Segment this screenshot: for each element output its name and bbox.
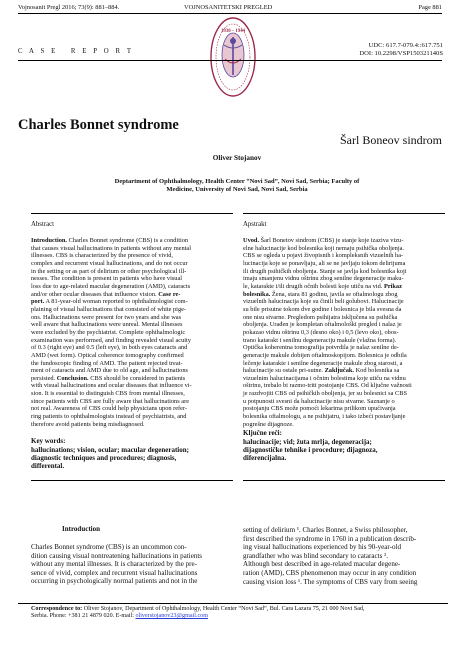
- keyword-line: diagnostic techniques and procedures; diagnosis,: [31, 454, 177, 463]
- apstrakt-line: vizuelnih halucinacija koje su činili beli golubovi. Halucinacije: [243, 298, 404, 306]
- apstrakt-bottom-rule: [243, 480, 445, 481]
- abstract-rule: [31, 213, 233, 214]
- author-name: Oliver Stojanov: [212, 154, 262, 162]
- abstract-line: illnesses. CBS is characterized by the presence of vivid,: [31, 252, 173, 260]
- apstrakt-line: lečenje katarakte i senilne degeneracije makule zbog starosti, a: [243, 359, 403, 367]
- affiliation-line: Deptartment of Ophthalmology, Health Center “Novi Sad”, Novi Sad, Serbia; Faculty of: [114, 178, 360, 185]
- article-title-serbian: Šarl Bonеov sindrom: [340, 133, 442, 147]
- correspondence: [31, 606, 451, 621]
- abstract-line: plaining of visual hallucinations that consisted of white pige-: [31, 305, 187, 313]
- kljucne-reci-line: diferencijalna.: [243, 454, 287, 463]
- apstrakt-rule: [243, 213, 445, 214]
- logo-years: 1930 – 1944: [221, 29, 245, 34]
- journal-logo: [209, 15, 257, 99]
- doi: DOI: 10.2298/VSP150321140S: [359, 50, 443, 57]
- page-number: Page 881: [418, 4, 442, 11]
- abstract-line: examination was performed, and finding revealed visual acuity: [31, 336, 191, 344]
- abstract-line: of 0.3 (right eye) and 0.5 (left eye), in both eyes cataracts and: [31, 344, 188, 352]
- abstract-line: Introduction. Charles Bonnet syndrome (CBS) is a condition: [31, 237, 189, 244]
- udc-code: UDC: 617.7-079.4::617.751: [368, 42, 443, 49]
- abstract-line: AMD (wet form). Optical coherence tomography confirmed: [31, 351, 184, 359]
- introduction-heading: Introduction: [62, 525, 100, 533]
- header-rule: [18, 13, 442, 14]
- keyword-line: differental.: [31, 462, 65, 471]
- abstract-line: therefore avoid patients being misdiagnosed.: [31, 420, 145, 428]
- apstrakt-line: lucinacija koje se ponavljaju, ali se ne javljaju tokom delirijuma: [243, 259, 406, 267]
- apstrakt-heading: Apstrakt: [243, 221, 267, 228]
- apstrakt-line: trano katarakt i senilnu degeneraciju makule (vlažna forma).: [243, 336, 397, 344]
- abstract-bottom-rule: [31, 480, 233, 481]
- author-affiliation: [100, 178, 374, 194]
- abstract-line: ment of cataracts and AMD due to old age, and hallucinations: [31, 367, 188, 375]
- apstrakt-line: pokazao vidnu oštrinu 0,3 (desno oko) i 0,5 (levo oko), obos-: [243, 328, 399, 336]
- correspondence-phone: Serbia. Phone: +381 21 4879 020. E-mail:: [31, 613, 136, 620]
- abstract-line: with visual hallucinations and ocular diseases that influence vi-: [31, 382, 192, 390]
- journal-citation: Vojnosanit Pregl 2016; 73(9): 881–884.: [18, 4, 120, 11]
- apstrakt-line: ili drugih psihičkih oboljenja. Stanje se javlja kod bolesnika koji: [243, 267, 407, 275]
- introduction-left-column: [31, 543, 233, 586]
- apstrakt-line: u potpunosti svesni da halucinacije nisu stvarne. Saznanje o: [243, 397, 395, 405]
- abstract-line: complex and recurrent visual hallucinations, and do not occur: [31, 259, 188, 267]
- introduction-right-column: [243, 526, 445, 586]
- apstrakt-line: vizuelnim halucinacijama i očnim bolestima koje utiču na vidnu: [243, 374, 406, 382]
- keywords-list: [31, 446, 235, 471]
- introduction-line: without any mental illnesses. It is characterized by the pre-: [31, 560, 197, 569]
- introduction-line: ing visual hallucinations experienced by his 90-year-old: [243, 543, 401, 552]
- abstract-line: not real. Awareness of CBS could help physicians upon refer-: [31, 405, 188, 413]
- article-title: Charles Bonnet syndrome: [18, 117, 179, 133]
- apstrakt-line: su bile prisutne tokom dve godine i bolesnica je bila svesna da: [243, 305, 402, 313]
- abstract-line: loss due to age-related macular degeneration (AMD), cataracts: [31, 282, 191, 290]
- abstract-line: that causes visual hallucinations in patients without any mental: [31, 244, 191, 252]
- apstrakt-line: oboljenja. Urađen je kompletan oftalmološki pregled i nalaz je: [243, 321, 402, 329]
- udc-doi: [359, 42, 443, 58]
- apstrakt-line: generacije makule dobijen oftalmoskopijom. Bolesnica je odbila: [243, 351, 407, 359]
- apstrakt-line: bolesnika. Žena, stara 81 godinu, javila se oftalmologu zbog: [243, 290, 398, 298]
- journal-name: VOJNOSANITETSKI PREGLED: [184, 4, 273, 11]
- apstrakt-line: bolesnika oftalmologu, a ne psihijatru, i tako izbeći postavljanje: [243, 413, 406, 421]
- correspondence-email-link[interactable]: oliverstojanov23@gmail.com: [135, 613, 208, 620]
- abstract-line: ring patients to ophthalmologists instead of psychiatrists, and: [31, 413, 187, 421]
- apstrakt-line: one nisu stvarne. Pregledom psihijatra isključena su psihička: [243, 313, 398, 321]
- introduction-line: sence of vivid, complex and recurrent visual hallucinations: [31, 568, 198, 577]
- abstract-line: since patients with CBS are fully aware that hallucinations are: [31, 397, 190, 405]
- abstract-body: [31, 237, 235, 428]
- apstrakt-line: le, katarakte i/ili drugih očnih bolesti koje utiču na vid. Prikaz: [243, 282, 402, 290]
- introduction-line: grandfather who was blind secondary to cataracts ².: [243, 551, 388, 560]
- abstract-line: nesses. The condition is present in patients who have visual: [31, 275, 183, 283]
- abstract-line: and/or other ocular diseases that influence vision. Case re-: [31, 290, 181, 298]
- introduction-line: first described the syndrome in 1760 in a publication describ-: [243, 534, 417, 543]
- introduction-line: Charles Bonnet syndrome (CBS) is an uncommon con-: [31, 543, 187, 551]
- introduction-line: causing vision loss ¹. The symptoms of CBS vary from seeing: [243, 577, 418, 586]
- kljucne-reci-line: dijagnostičke tehnike i procedure; dijagnoza,: [243, 446, 378, 455]
- apstrakt-line: oštrinu, trebalo bi razmo-triti postojanje CBS. Od ključne važnosti: [243, 382, 412, 390]
- introduction-line: setting of delirium ¹. Charles Bonnet, a Swiss philosopher,: [243, 526, 408, 534]
- kljucne-reci-heading: Ključne reči:: [243, 429, 282, 437]
- keyword-line: hallucinations; vision, ocular; macular degeneration;: [31, 446, 189, 454]
- abstract-line: the fundoscopic finding of AMD. The patient rejected treat-: [31, 359, 183, 367]
- apstrakt-line: Optička koherentna tomografija potvrdila je nalaz senilne de-: [243, 344, 399, 352]
- abstract-line: sion. It is essential to distinguish CBS from mental illnesses,: [31, 390, 185, 398]
- abstract-line: persisted. Conclusion. CBS should be considered in patients: [31, 374, 186, 382]
- apstrakt-line: CBS se ogleda u pojavi živopisnih i kompleksnih vizuelnih ha-: [243, 252, 404, 260]
- apstrakt-line: imaju smanjenu vidnu oštrinu zbog senilne degeneracije maku-: [243, 275, 404, 283]
- affiliation-line: Medicine, University of Novi Sad, Novi Sad, Serbia: [166, 186, 308, 193]
- abstract-line: ons. Hallucinations were present for two years and she was: [31, 313, 182, 321]
- apstrakt-line: Uvod. Šarl Bonetov sindrom (CBS) je stanje koje izaziva vizu-: [243, 237, 404, 244]
- article-type: C A S E R E P O R T: [18, 48, 134, 55]
- keywords-heading: Key words:: [31, 437, 66, 445]
- introduction-line: dition causing visual nontreatening hallucinations in patients: [31, 551, 203, 560]
- top-rule: [18, 60, 442, 61]
- correspondence-text: Oliver Stojanov, Department of Ophthalmology, Health Center “Novi Sad”, Bul. Cara Lazara 75, 21 000 Novi Sad,: [82, 606, 365, 612]
- abstract-line: port. A 81-year-old woman reported to ophthalmologist com-: [31, 298, 188, 306]
- abstract-heading: Abstract: [31, 221, 55, 228]
- correspondence-label: Correspondence to:: [31, 606, 83, 612]
- footer-rule: [18, 603, 448, 604]
- abstract-line: in the setting or as part of delirium or other psychological ill-: [31, 267, 187, 275]
- introduction-line: ration (AMD), CBS phenomenon may occur in any condition: [243, 568, 417, 577]
- apstrakt-body: [243, 237, 447, 428]
- apstrakt-line: elne halucinacije kod bolesnika koji nemaju psihička oboljenja.: [243, 244, 405, 252]
- apstrakt-line: pogrešne dijagnoze.: [243, 420, 294, 428]
- apstrakt-line: halucinacije su ostale pri-sutne. Zaključak. Kod bolesnika sa: [243, 367, 400, 375]
- introduction-line: Although best described in age-related macular degene-: [243, 560, 401, 569]
- abstract-line: were excluded by the psychiatrist. Complete ophthalmologic: [31, 328, 186, 336]
- apstrakt-line: je razdvojiti CBS od psihičkih oboljenja, jer su bolesnici sa CBS: [243, 390, 408, 398]
- kljucne-reci-line: halucinacije; vid; žuta mrlja, degeneracija;: [243, 438, 372, 446]
- abstract-line: well aware that hallucinations were unreal. Mental illnesses: [31, 321, 183, 329]
- introduction-line: occurring in psychologically normal patients and not in the: [31, 577, 198, 586]
- kljucne-reci-list: [243, 438, 447, 463]
- apstrakt-line: postojanju CBS može pomoći lekarima prilikom upućivanja: [243, 405, 396, 413]
